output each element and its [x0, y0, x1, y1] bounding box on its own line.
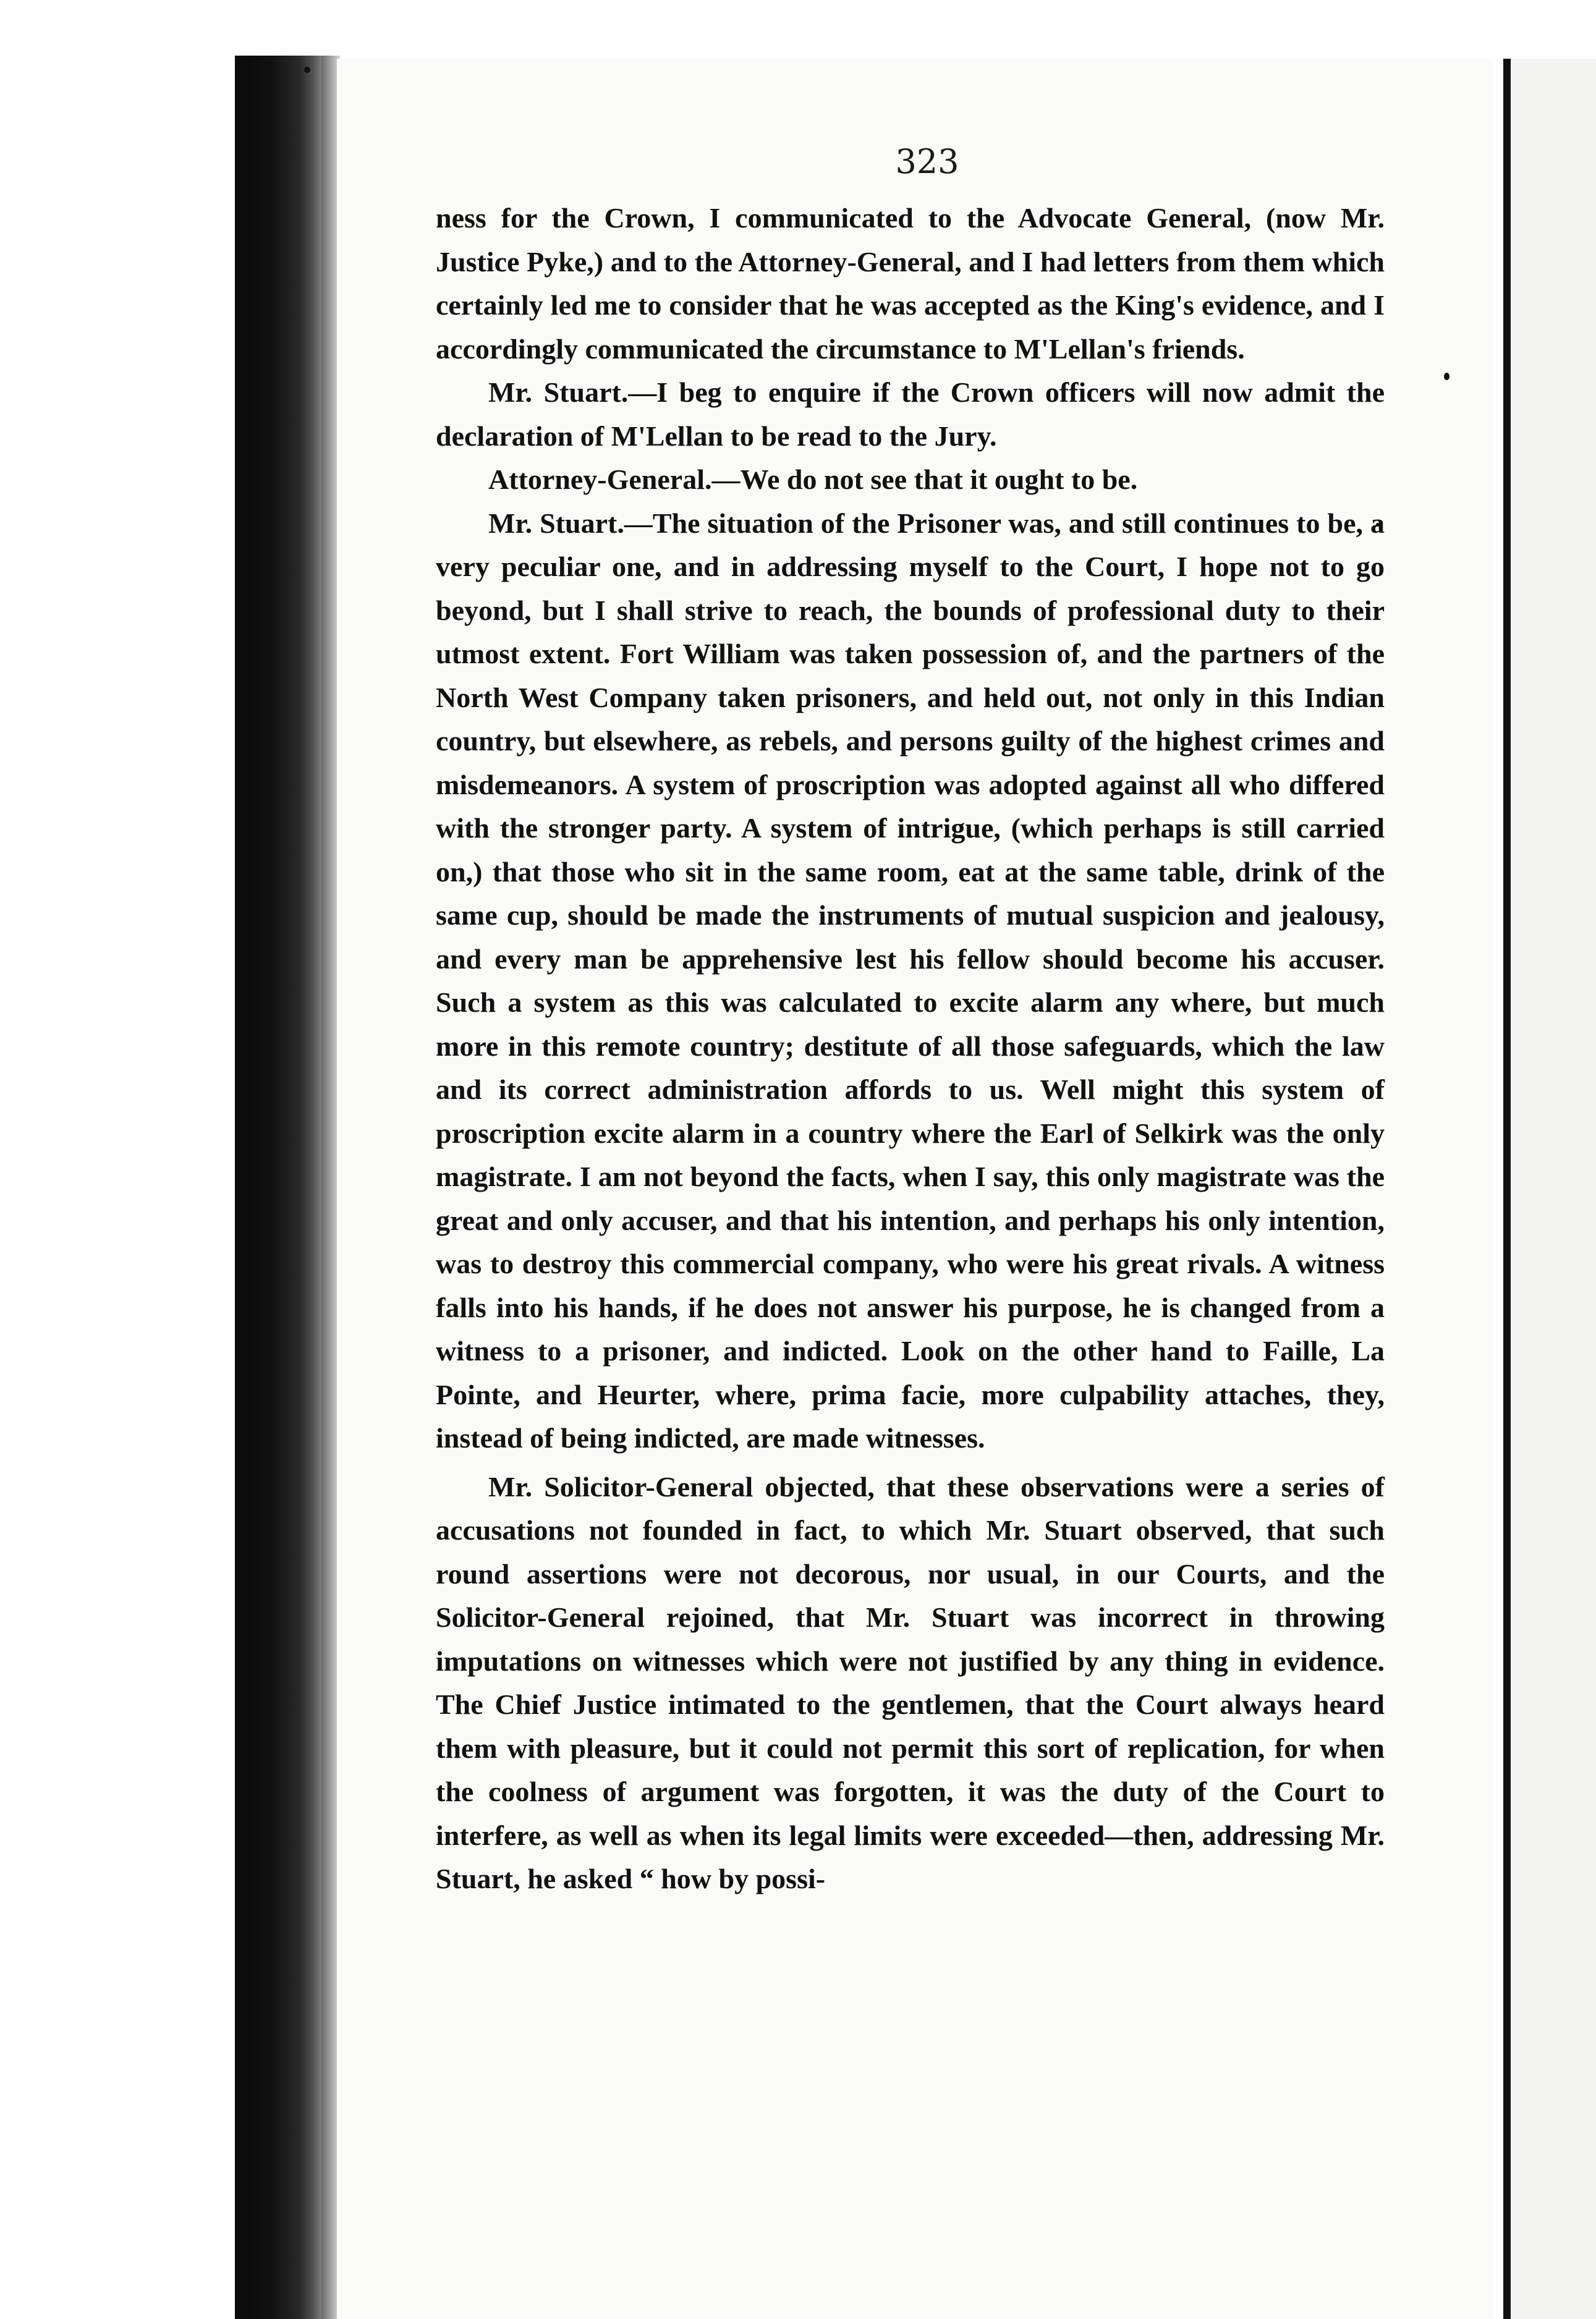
body-text — [436, 197, 1385, 1901]
paragraph: Mr. Stuart.—I beg to enquire if the Crown officers will now admit the declaration of M'Lellan to be read to the Jury. — [436, 376, 1385, 452]
page-number: 323 — [895, 142, 959, 181]
paragraph: Mr. Solicitor-General objected, that these observations were a series of accusations not founded in fact, to which Mr. Stuart observed, that such round assertions were not decorous, nor usual, in our Courts, and the Solicitor-General rejoined, that Mr. Stuart was incorrect in throwing imputations on witnesses which were not justified by any thing in evidence. The Chief Justice intimated to the gentlemen, that the Court always heard them with pleasure, but it could not permit this sort of replication, for when the coolness of argument was forgotten, it was the duty of the Court to interfere, as well as when its legal limits were exceeded—then, addressing Mr. Stuart, he asked “ how by possi- — [436, 1470, 1385, 1894]
paragraph: Attorney-General.—We do not see that it ought to be. — [488, 464, 1138, 495]
ink-speck — [304, 67, 310, 73]
paragraph: Mr. Stuart.—The situation of the Prisoner was, and still continues to be, a very peculiar one, and in addressing myself to the Court, I hope not to go beyond, but I shall strive to reach, the bounds of professional duty to their utmost extent. Fort William was taken possession of, and the partners of the North West Company taken prisoners, and held out, not only in this Indian country, but elsewhere, as rebels, and persons guilty of the highest crimes and misdemeanors. A system of proscription was adopted against all who differed with the stronger party. A system of intrigue, (which perhaps is still carried on,) that those who sit in the same room, eat at the same table, drink of the same cup, should be made the instruments of mutual suspicion and jealousy, and every man be apprehensive lest his fellow should become his accuser. Such a system as this was calculated to excite alarm any where, but much more in this remote country; destitute of all those safeguards, which the law and its correct administration affords to us. Well might this system of proscription excite alarm in a country where the Earl of Selkirk was the only magistrate. I am not beyond the facts, when I say, this only magistrate was the great and only accuser, and that his intention, and perhaps his only intention, was to destroy this commercial company, who were his great rivals. A witness falls into his hands, if he does not answer his purpose, he is changed from a witness to a prisoner, and indicted. Look on the other hand to Faille, La Pointe, and Heurter, where, prima facie, more culpability attaches, they, instead of being indicted, are made witnesses. — [436, 507, 1385, 1454]
paragraph: ness for the Crown, I communicated to the Advocate General, (now Mr. Justice Pyke,) and to the Attorney-General, and I had letters from them which certainly led me to consider that he was accepted as the King's evidence, and I accordingly communicated the circumstance to M'Lellan's friends. — [436, 202, 1385, 365]
ink-speck — [1444, 373, 1450, 380]
book-spine-shadow — [235, 56, 328, 2319]
adjacent-page-edge — [1511, 59, 1596, 2319]
page-gutter-right — [1503, 59, 1511, 2319]
